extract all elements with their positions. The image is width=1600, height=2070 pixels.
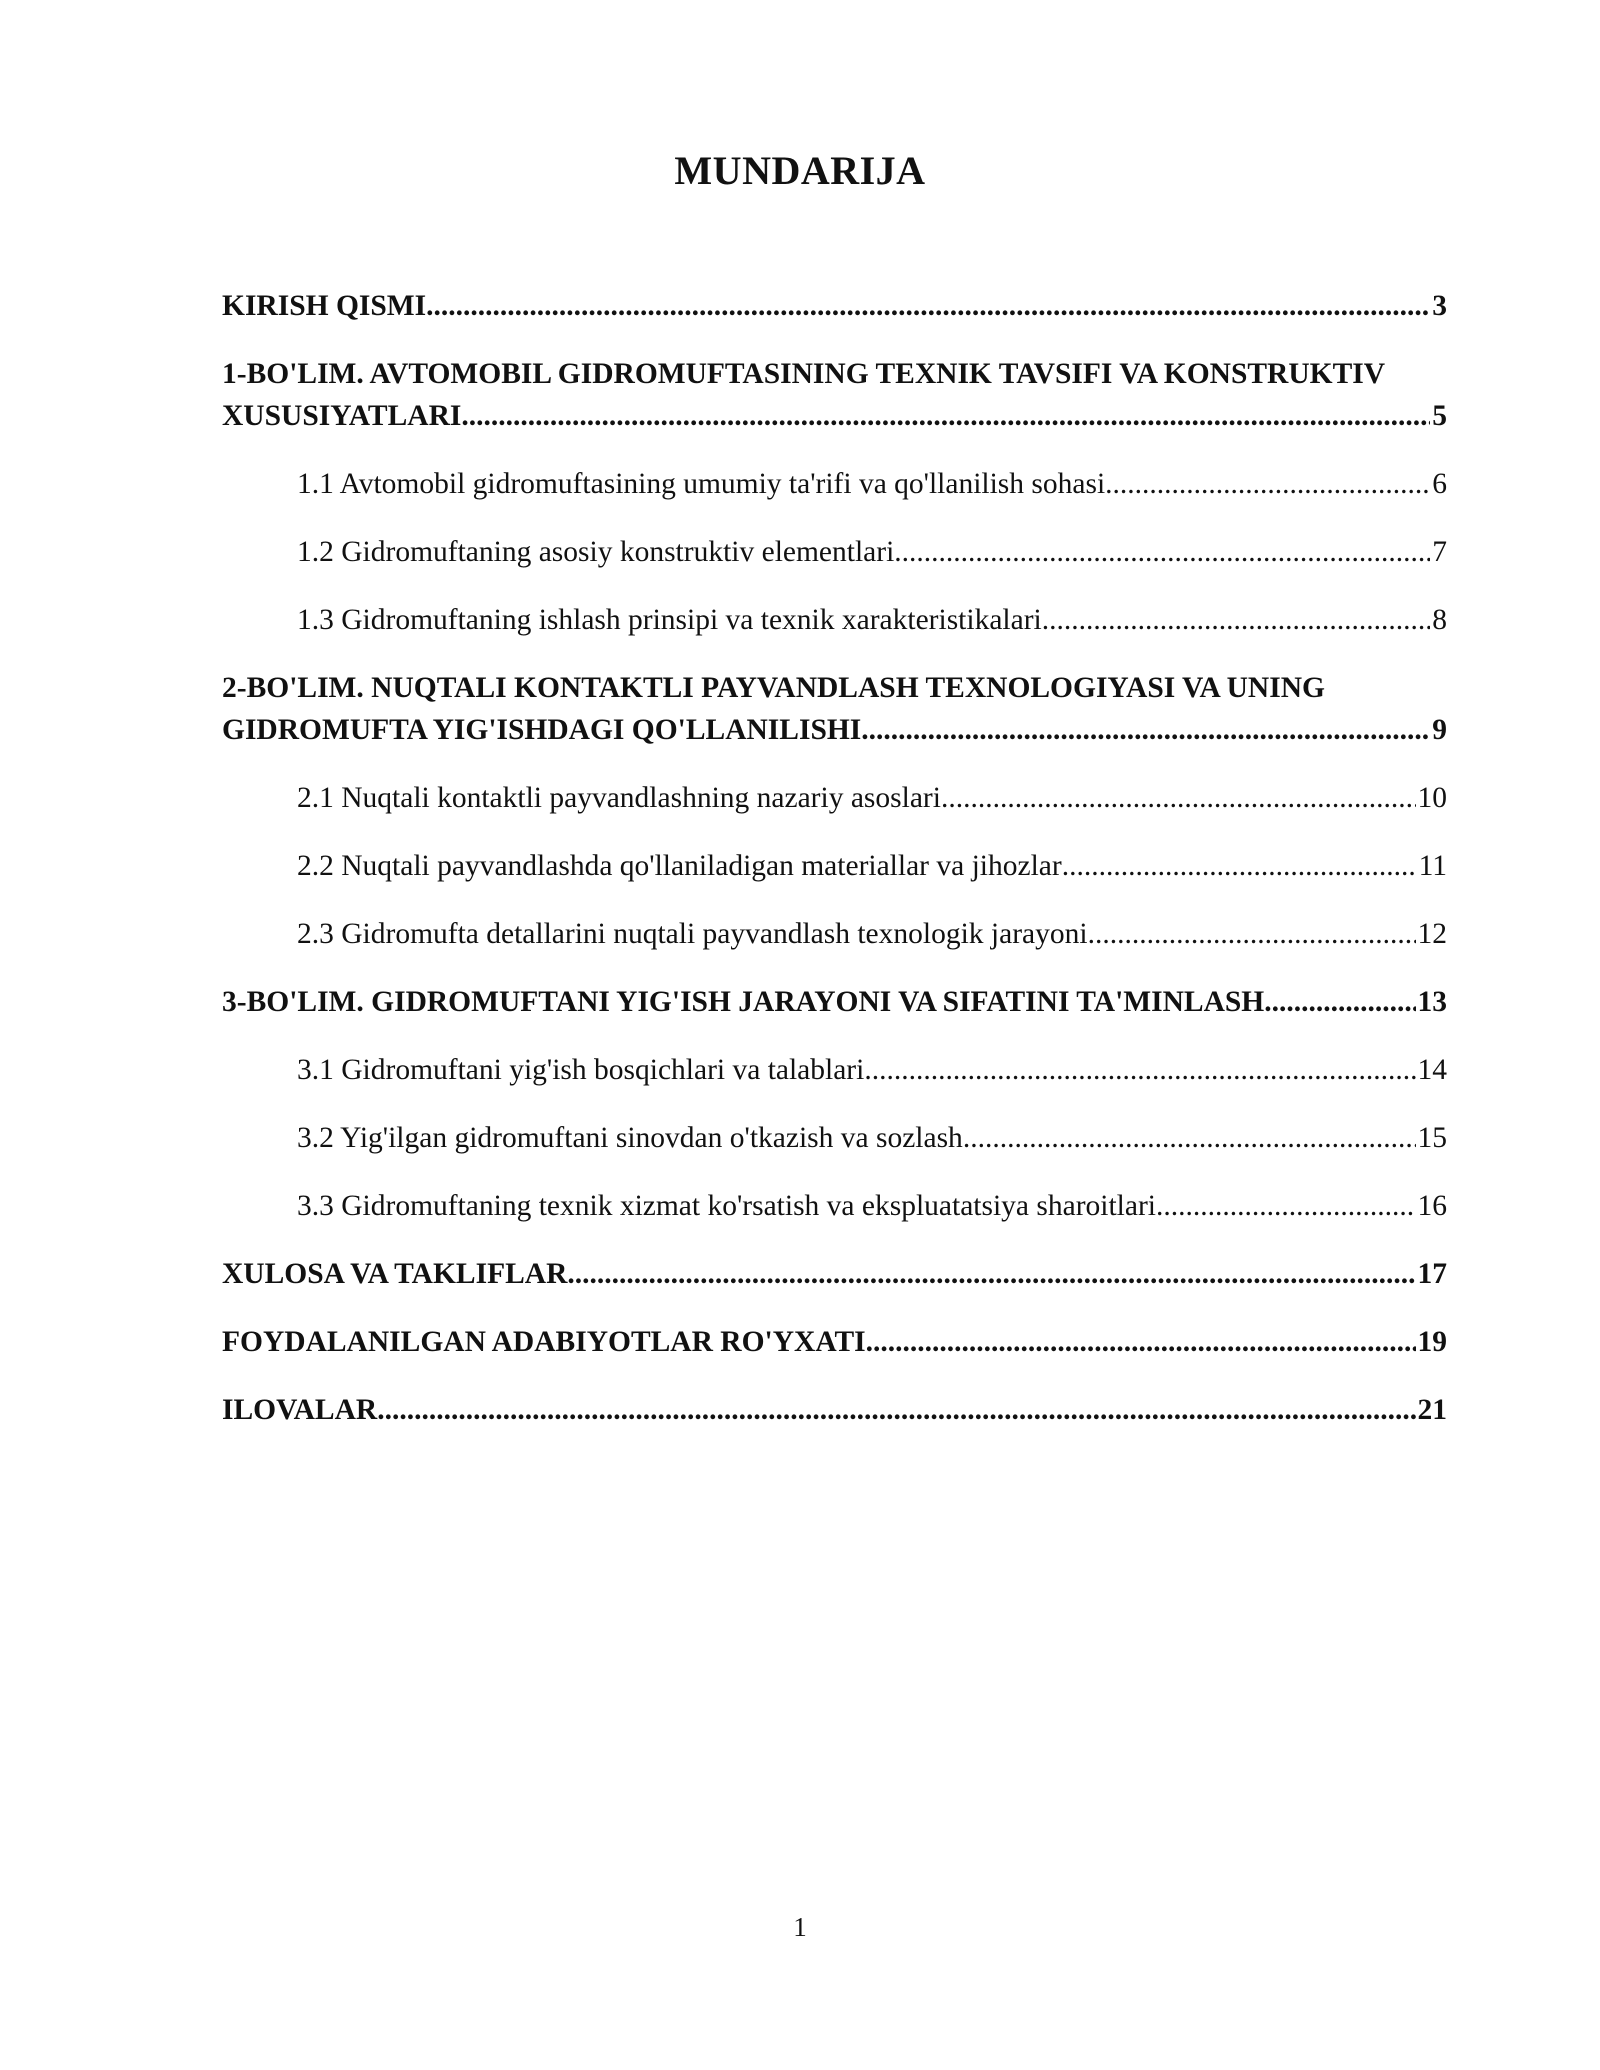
dot-leader bbox=[567, 1253, 1415, 1295]
dot-leader bbox=[1088, 913, 1416, 955]
toc-entry-text: ILOVALAR bbox=[222, 1394, 378, 1426]
page-footer-number: 1 bbox=[793, 1912, 807, 1942]
toc-entry-text: 3-BO'LIM. GIDROMUFTANI YIG'ISH JARAYONI VA SIFATINI TA'MINLASH bbox=[222, 986, 1265, 1018]
toc-entry-text-line1: 1-BO'LIM. AVTOMOBIL GIDROMUFTASINING TEXNIK TAVSIFI VA KONSTRUKTIV bbox=[222, 358, 1386, 390]
toc-entry-chapter-1[interactable] bbox=[222, 353, 1447, 437]
toc-page-number: 9 bbox=[1432, 714, 1447, 746]
toc-entry-text: 2.1 Nuqtali kontaktli payvandlashning nazariy asoslari bbox=[297, 782, 941, 814]
toc-entry-2-1[interactable] bbox=[222, 777, 1447, 819]
dot-leader bbox=[864, 1049, 1415, 1091]
toc-page-number: 10 bbox=[1417, 782, 1447, 814]
dot-leader bbox=[1105, 463, 1430, 505]
toc-page-number: 19 bbox=[1417, 1326, 1447, 1358]
toc-page-number: 15 bbox=[1417, 1122, 1447, 1154]
toc-entry-text: 3.1 Gidromuftani yig'ish bosqichlari va talablari bbox=[297, 1054, 865, 1086]
toc-page-number: 7 bbox=[1432, 536, 1447, 568]
table-of-contents bbox=[222, 285, 1447, 1457]
toc-page-number: 11 bbox=[1418, 850, 1447, 882]
toc-entry-2-2[interactable] bbox=[222, 845, 1447, 887]
dot-leader bbox=[941, 777, 1416, 819]
toc-page-number: 14 bbox=[1417, 1054, 1447, 1086]
toc-entry-text: KIRISH QISMI bbox=[222, 290, 427, 322]
toc-entry-3-1[interactable] bbox=[222, 1049, 1447, 1091]
toc-page-number: 5 bbox=[1432, 400, 1447, 432]
dot-leader bbox=[894, 531, 1430, 573]
toc-entry-3-2[interactable] bbox=[222, 1117, 1447, 1159]
toc-entry-chapter-2[interactable] bbox=[222, 667, 1447, 751]
toc-entry-text: FOYDALANILGAN ADABIYOTLAR RO'YXATI bbox=[222, 1326, 866, 1358]
toc-page-number: 17 bbox=[1417, 1258, 1447, 1290]
toc-entry-text-line2: GIDROMUFTA YIG'ISHDAGI QO'LLANILISHI bbox=[222, 714, 862, 746]
toc-entry-adabiyotlar[interactable] bbox=[222, 1321, 1447, 1363]
toc-entry-text: 1.1 Avtomobil gidromuftasining umumiy ta'rifi va qo'llanilish sohasi bbox=[297, 468, 1106, 500]
toc-page-number: 21 bbox=[1417, 1394, 1447, 1426]
toc-entry-text-line2: XUSUSIYATLARI bbox=[222, 400, 462, 432]
toc-entry-text: 3.3 Gidromuftaning texnik xizmat ko'rsatish va ekspluatatsiya sharoitlari bbox=[297, 1190, 1156, 1222]
toc-entry-text: 1.3 Gidromuftaning ishlash prinsipi va texnik xarakteristikalari bbox=[297, 604, 1042, 636]
toc-entry-text: 3.2 Yig'ilgan gidromuftani sinovdan o'tkazish va sozlash bbox=[297, 1122, 963, 1154]
dot-leader bbox=[1156, 1185, 1416, 1227]
toc-entry-chapter-3[interactable] bbox=[222, 981, 1447, 1023]
toc-page-number: 13 bbox=[1417, 986, 1447, 1018]
toc-entry-text: XULOSA VA TAKLIFLAR bbox=[222, 1258, 568, 1290]
toc-entry-1-1[interactable] bbox=[222, 463, 1447, 505]
toc-entry-ilovalar[interactable] bbox=[222, 1389, 1447, 1431]
toc-page-number: 8 bbox=[1432, 604, 1447, 636]
toc-entry-kirish[interactable] bbox=[222, 285, 1447, 327]
toc-entry-3-3[interactable] bbox=[222, 1185, 1447, 1227]
toc-entry-xulosa[interactable] bbox=[222, 1253, 1447, 1295]
toc-entry-1-2[interactable] bbox=[222, 531, 1447, 573]
dot-leader bbox=[861, 709, 1430, 751]
toc-entry-text: 2.3 Gidromufta detallarini nuqtali payvandlash texnologik jarayoni bbox=[297, 918, 1088, 950]
page-title: MUNDARIJA bbox=[674, 148, 926, 193]
toc-page-number: 3 bbox=[1432, 290, 1447, 322]
dot-leader bbox=[1062, 845, 1417, 887]
toc-page-number: 6 bbox=[1432, 468, 1447, 500]
toc-entry-text: 2.2 Nuqtali payvandlashda qo'llaniladigan materiallar va jihozlar bbox=[297, 850, 1062, 882]
toc-entry-1-3[interactable] bbox=[222, 599, 1447, 641]
dot-leader bbox=[1042, 599, 1431, 641]
toc-page-number: 12 bbox=[1417, 918, 1447, 950]
dot-leader bbox=[963, 1117, 1416, 1159]
toc-entry-text: 1.2 Gidromuftaning asosiy konstruktiv elementlari bbox=[297, 536, 895, 568]
dot-leader bbox=[1264, 981, 1415, 1023]
dot-leader bbox=[461, 395, 1430, 437]
toc-page-number: 16 bbox=[1417, 1190, 1447, 1222]
dot-leader bbox=[426, 285, 1430, 327]
toc-entry-text-line1: 2-BO'LIM. NUQTALI KONTAKTLI PAYVANDLASH TEXNOLOGIYASI VA UNING bbox=[222, 672, 1325, 704]
dot-leader bbox=[866, 1321, 1416, 1363]
dot-leader bbox=[377, 1389, 1415, 1431]
toc-entry-2-3[interactable] bbox=[222, 913, 1447, 955]
